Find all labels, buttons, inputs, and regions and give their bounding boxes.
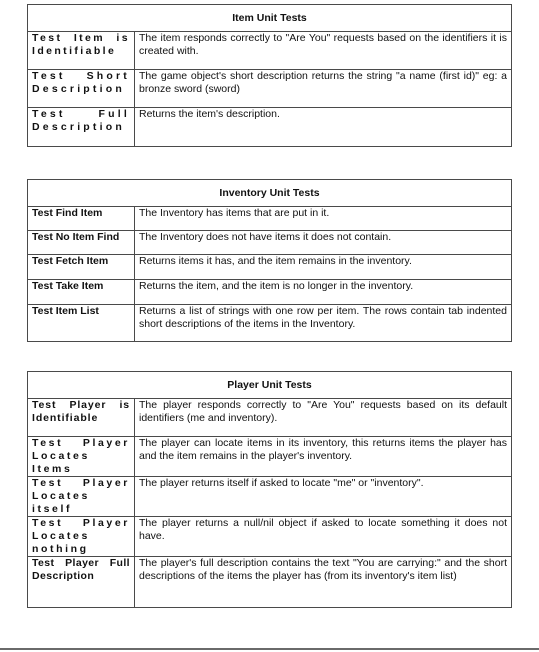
table-row [28,517,512,557]
test-name: Test Take Item [28,280,135,305]
test-description: Returns the item's description. [135,108,512,147]
test-name: Test Player Locates nothing [28,517,135,557]
test-name: Test Fetch Item [28,255,135,280]
test-description: Returns items it has, and the item remains in the inventory. [135,255,512,280]
page-bottom-rule [0,648,539,650]
table-row [28,305,512,342]
table-header-row [28,180,512,207]
table-row [28,399,512,437]
test-description: The Inventory does not have items it does not contain. [135,231,512,255]
test-name: Test Item List [28,305,135,342]
test-description: The item responds correctly to "Are You" requests based on the identifiers it is created with. [135,32,512,70]
table-header-row [28,5,512,32]
test-description: The player returns a null/nil object if asked to locate something it does not have. [135,517,512,557]
table-row [28,207,512,231]
test-description: The player's full description contains the text "You are carrying:" and the short descriptions of the items the player has (from its inventory's item list) [135,557,512,608]
player-unit-tests-table [27,371,512,608]
test-name: Test No Item Find [28,231,135,255]
table-row [28,280,512,305]
test-description: The player can locate items in its inventory, this returns items the player has and the item remains in the player's inventory. [135,437,512,477]
item-unit-tests-table [27,4,512,147]
table-row [28,477,512,517]
table-title: Player Unit Tests [28,372,512,399]
table-row [28,437,512,477]
table-row [28,70,512,108]
table-header-row [28,372,512,399]
test-name: Test Player Locates itself [28,477,135,517]
test-description: Returns a list of strings with one row per item. The rows contain tab indented short descriptions of the items in the Inventory. [135,305,512,342]
test-name: Test Player Full Description [28,557,135,608]
table-title: Item Unit Tests [28,5,512,32]
test-description: The player returns itself if asked to locate "me" or "inventory". [135,477,512,517]
test-description: The game object's short description returns the string "a name (first id)" eg: a bronze sword (sword) [135,70,512,108]
test-name: Test Full Description [28,108,135,147]
test-name: Test Player is Identifiable [28,399,135,437]
table-row [28,231,512,255]
table-title: Inventory Unit Tests [28,180,512,207]
test-description: Returns the item, and the item is no longer in the inventory. [135,280,512,305]
table-row [28,557,512,608]
test-description: The Inventory has items that are put in it. [135,207,512,231]
test-name: Test Player Locates Items [28,437,135,477]
table-row [28,255,512,280]
test-description: The player responds correctly to "Are You" requests based on its default identifiers (me and inventory). [135,399,512,437]
inventory-unit-tests-table [27,179,512,342]
table-row [28,32,512,70]
table-row [28,108,512,147]
test-name: Test Find Item [28,207,135,231]
test-name: Test Item is Identifiable [28,32,135,70]
test-name: Test Short Description [28,70,135,108]
